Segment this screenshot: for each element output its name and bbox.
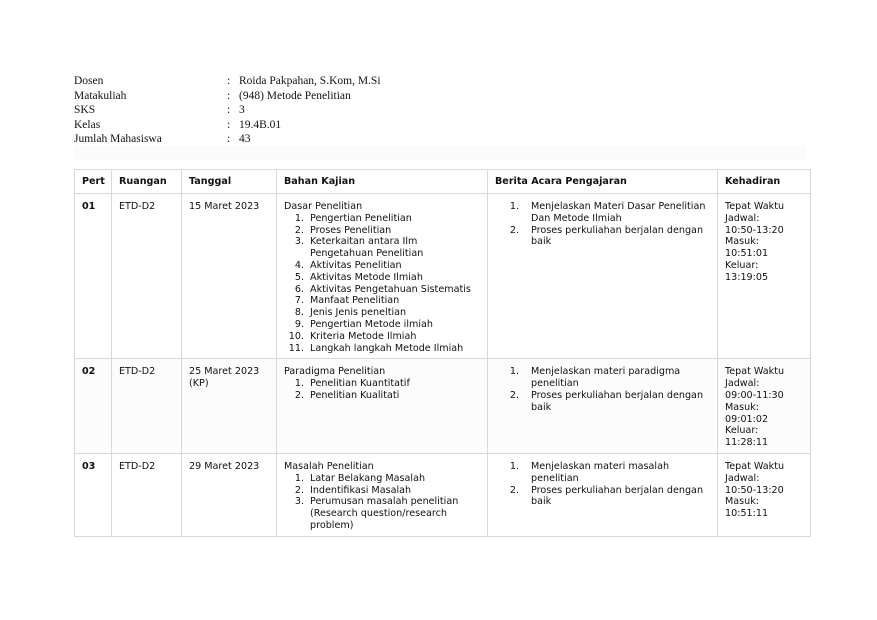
list-item: [495, 390, 710, 414]
kajian-item: Manfaat Penelitian: [310, 295, 400, 307]
info-row-matakuliah: [74, 89, 381, 104]
berita-item: Menjelaskan materi paradigma penelitian: [531, 366, 681, 390]
list-item: [284, 485, 480, 497]
kehadiran-line: 10:51:11: [725, 508, 769, 520]
cell-bahan-kajian: [277, 453, 488, 536]
kajian-item: Aktivitas Penelitian: [310, 259, 402, 271]
cell-ruangan: ETD-D2: [112, 194, 182, 359]
info-label: SKS: [74, 104, 96, 116]
list-item: [284, 378, 480, 390]
list-item: [284, 260, 480, 272]
list-item: [284, 213, 480, 225]
cell-tanggal: 15 Maret 2023: [182, 194, 277, 359]
list-number: 3.: [294, 496, 304, 508]
cell-berita-acara: [488, 194, 718, 359]
list-number: 10.: [288, 330, 304, 342]
separator-band: [74, 146, 806, 160]
cell-bahan-kajian: [277, 194, 488, 359]
info-colon: :: [227, 118, 231, 131]
berita-item: Menjelaskan Materi Dasar Penelitian Dan Metode Ilmiah: [531, 201, 706, 224]
kajian-title: Dasar Penelitian: [284, 201, 363, 212]
cell-ruangan: ETD-D2: [112, 453, 182, 536]
header-tanggal: Tanggal: [182, 170, 277, 194]
kajian-item: Proses Penelitian: [310, 224, 392, 236]
info-value: 3: [239, 104, 245, 116]
info-label: Jumlah Mahasiswa: [74, 133, 162, 145]
cell-pert: 01: [75, 194, 112, 359]
cell-kehadiran: [718, 359, 811, 454]
info-colon: :: [227, 133, 231, 145]
list-item: [284, 319, 480, 331]
list-number: 1.: [294, 472, 304, 484]
kajian-item: Penelitian Kuantitatif: [310, 378, 410, 390]
header-pert: Pert: [75, 170, 112, 194]
list-number: 9.: [294, 318, 304, 330]
cell-berita-acara: [488, 359, 718, 454]
list-item: [284, 473, 480, 485]
kehadiran-line: 11:28:11: [725, 437, 769, 449]
list-number: 2.: [509, 484, 519, 496]
kehadiran-line: Jadwal:: [725, 378, 760, 390]
kehadiran-line: Tepat Waktu: [725, 460, 785, 472]
list-number: 4.: [294, 259, 304, 271]
berita-item-list: [495, 201, 710, 248]
kajian-item: Pengertian Metode ilmiah: [310, 318, 433, 330]
kajian-item: Aktivitas Metode Ilmiah: [310, 271, 423, 283]
kehadiran-line: Masuk:: [725, 496, 760, 508]
list-item: [284, 295, 480, 307]
kehadiran-line: 10:50-13:20: [725, 224, 784, 236]
list-number: 1.: [509, 366, 519, 378]
table-body: [75, 194, 811, 537]
berita-item: Menjelaskan materi masalah penelitian: [531, 460, 670, 484]
list-item: [284, 225, 480, 237]
list-number: 2.: [509, 389, 519, 401]
kehadiran-line: Keluar:: [725, 259, 759, 271]
list-number: 6.: [294, 283, 304, 295]
course-info: [74, 74, 381, 147]
cell-kehadiran: [718, 453, 811, 536]
kehadiran-line: 10:51:01: [725, 248, 769, 260]
list-item: [495, 485, 710, 509]
info-row-sks: [74, 103, 381, 118]
kajian-item: Aktivitas Pengetahuan Sistematis: [310, 283, 471, 295]
info-colon: :: [227, 75, 231, 87]
list-item: [284, 496, 480, 531]
kehadiran-line: Tepat Waktu: [725, 201, 785, 212]
kajian-item-list: [284, 213, 480, 355]
info-value: 43: [239, 133, 251, 145]
table-row: [75, 359, 811, 454]
kehadiran-line: Jadwal:: [725, 212, 760, 224]
kehadiran-line: Masuk:: [725, 236, 760, 248]
list-number: 8.: [294, 307, 304, 319]
kehadiran-line: Tepat Waktu: [725, 366, 785, 378]
list-item: [284, 390, 480, 402]
kajian-item-list: [284, 378, 480, 402]
list-item: [284, 343, 480, 355]
kehadiran-line: 09:01:02: [725, 413, 769, 425]
info-value: Roida Pakpahan, S.Kom, M.Si: [239, 75, 381, 87]
kajian-item: Latar Belakang Masalah: [310, 472, 426, 484]
kehadiran-line: 13:19:05: [725, 271, 769, 283]
list-item: [284, 331, 480, 343]
kajian-item: Kriteria Metode Ilmiah: [310, 330, 417, 342]
kajian-item: Langkah langkah Metode Ilmiah: [310, 342, 464, 354]
cell-berita-acara: [488, 453, 718, 536]
list-number: 11.: [288, 342, 304, 354]
list-item: [495, 366, 710, 390]
header-berita-acara: Berita Acara Pengajaran: [488, 170, 718, 194]
kajian-item: Keterkaitan antara Ilm Pengetahuan Penelitian: [310, 236, 424, 260]
berita-item: Proses perkuliahan berjalan dengan baik: [531, 389, 704, 413]
kehadiran-line: Keluar:: [725, 425, 759, 437]
cell-ruangan: ETD-D2: [112, 359, 182, 454]
info-value: (948) Metode Penelitian: [239, 89, 351, 102]
cell-pert: 02: [75, 359, 112, 454]
berita-item: Proses perkuliahan berjalan dengan baik: [531, 484, 704, 508]
list-item: [495, 201, 710, 225]
list-number: 2.: [509, 224, 519, 236]
teaching-schedule-table: [74, 169, 811, 537]
kajian-item: Penelitian Kualitati: [310, 389, 400, 401]
kajian-item: Indentifikasi Masalah: [310, 484, 412, 496]
list-number: 2.: [294, 484, 304, 496]
list-number: 1.: [294, 378, 304, 390]
info-value: 19.4B.01: [239, 118, 282, 131]
list-number: 3.: [294, 236, 304, 248]
info-row-jumlah: [74, 132, 381, 147]
kajian-title: Paradigma Penelitian: [284, 366, 386, 378]
cell-tanggal: 29 Maret 2023: [182, 453, 277, 536]
kajian-item: Jenis Jenis peneltian: [310, 307, 407, 319]
kajian-item: Perumusan masalah penelitian (Research question/research problem): [310, 496, 459, 531]
table-row: [75, 194, 811, 359]
kajian-item: Pengertian Penelitian: [310, 212, 412, 224]
info-label: Dosen: [74, 75, 104, 87]
list-item: [284, 307, 480, 319]
kehadiran-line: 09:00-11:30: [725, 389, 784, 401]
list-item: [495, 225, 710, 249]
kajian-title: Masalah Penelitian: [284, 460, 374, 472]
list-number: 1.: [294, 212, 304, 224]
list-number: 5.: [294, 271, 304, 283]
kehadiran-line: Masuk:: [725, 401, 760, 413]
cell-pert: 03: [75, 453, 112, 536]
kajian-item-list: [284, 473, 480, 532]
list-item: [495, 461, 710, 485]
list-item: [284, 236, 480, 260]
cell-tanggal: 25 Maret 2023 (KP): [182, 359, 277, 454]
list-number: 2.: [294, 224, 304, 236]
table-row: [75, 453, 811, 536]
list-number: 7.: [294, 295, 304, 307]
berita-item-list: [495, 461, 710, 508]
info-label: Kelas: [74, 118, 101, 131]
list-number: 2.: [294, 389, 304, 401]
list-item: [284, 284, 480, 296]
berita-item-list: [495, 366, 710, 413]
list-item: [284, 272, 480, 284]
list-number: 1.: [509, 201, 519, 212]
info-colon: :: [227, 104, 231, 116]
cell-kehadiran: [718, 194, 811, 359]
header-kehadiran: Kehadiran: [718, 170, 811, 194]
header-ruangan: Ruangan: [112, 170, 182, 194]
berita-item: Proses perkuliahan berjalan dengan baik: [531, 224, 704, 248]
info-row-kelas: [74, 118, 381, 133]
kehadiran-line: Jadwal:: [725, 472, 760, 484]
kehadiran-line: 10:50-13:20: [725, 484, 784, 496]
table-header-row: [75, 170, 811, 194]
cell-bahan-kajian: [277, 359, 488, 454]
info-colon: :: [227, 89, 231, 102]
list-number: 1.: [509, 460, 519, 472]
info-row-dosen: [74, 74, 381, 89]
header-bahan-kajian: Bahan Kajian: [277, 170, 488, 194]
info-label: Matakuliah: [74, 89, 127, 102]
